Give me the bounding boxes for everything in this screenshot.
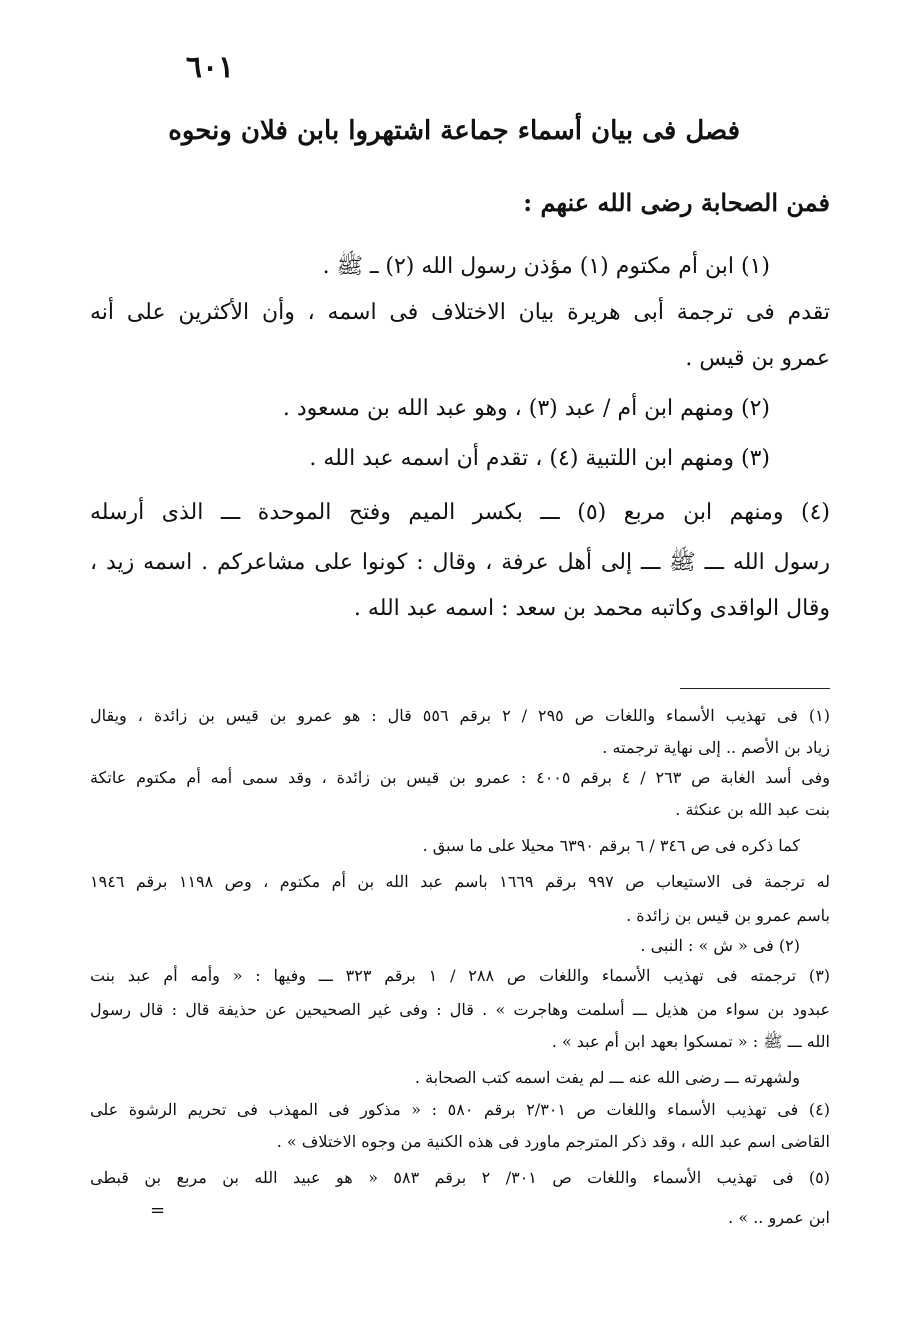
footnote-line: القاضى اسم عبد الله ، وقد ذكر المترجم ماورد فى هذه الكنية من وجوه الاختلاف » . (276, 1132, 830, 1151)
footnote-line: باسم عمرو بن قيس بن زائدة . (626, 906, 830, 925)
footnote-line: (٤) فى تهذيب الأسماء واللغات ص ٢/٣٠١ برقم ٥٨٠ : « مذكور فى المهذب فى تحريم الرشوة على (90, 1100, 831, 1119)
footnote-separator (680, 688, 830, 689)
continuation-mark: = (150, 1200, 166, 1221)
footnote-line: ولشهرته ـــ رضى الله عنه ـــ لم يفت اسمه كتب الصحابة . (414, 1068, 800, 1087)
body-line: وقال الواقدى وكاتبه محمد بن سعد : اسمه عبد الله . (353, 596, 830, 621)
page-number: ٦٠١ (185, 50, 235, 85)
footnote-line: كما ذكره فى ص ٣٤٦ / ٦ برقم ٦٣٩٠ محيلا على ما سبق . (422, 836, 800, 855)
chapter-heading: فصل فى بيان أسماء جماعة اشتهروا بابن فلان ونحوه (168, 116, 740, 146)
body-line: رسول الله ـــ ﷺ ـــ إلى أهل عرفة ، وقال : كونوا على مشاعركم . اسمه زيد ، (90, 550, 830, 575)
footnote-line: بنت عبد الله بن عنكثة . (675, 800, 830, 819)
footnote-line: زياد بن الأصم .. إلى نهاية ترجمته . (602, 738, 830, 757)
footnote-line: عبدود بن سواء من هذيل ـــ أسلمت وهاجرت » . قال : وفى غير الصحيحين عن حذيفة قال : قال رسول (90, 1000, 830, 1019)
footnote-line: (٣) ترجمته فى تهذيب الأسماء واللغات ص ٢٨٨ / ١ برقم ٣٢٣ ـــ وفيها : « وأمه أم عبد بنت (90, 966, 831, 985)
footnote-line: له ترجمة فى الاستيعاب ص ٩٩٧ برقم ١٦٦٩ باسم عبد الله بن أم مكتوم ، وص ١١٩٨ برقم ١٩٤٦ (90, 872, 831, 891)
body-line: (٤) ومنهم ابن مربع (٥) ـــ بكسر الميم وفتح الموحدة ـــ الذى أرسله (90, 500, 830, 525)
body-line: (٢) ومنهم ابن أم / عبد (٣) ، وهو عبد الله بن مسعود . (282, 396, 770, 421)
footnote-line: ابن عمرو .. » . (728, 1208, 830, 1227)
body-line: (٣) ومنهم ابن اللتبية (٤) ، تقدم أن اسمه عبد الله . (309, 446, 770, 471)
body-line: تقدم فى ترجمة أبى هريرة بيان الاختلاف فى اسمه ، وأن الأكثرين على أنه (90, 300, 830, 325)
footnote-line: (٢) فى « ش » : النبى . (640, 936, 800, 955)
section-heading: فمن الصحابة رضى الله عنهم : (523, 188, 830, 217)
footnote-line: (٥) فى تهذيب الأسماء واللغات ص ٣٠١/ ٢ برقم ٥٨٣ « هو عبيد الله بن مربع بن قبطى (90, 1168, 830, 1187)
footnote-line: الله ـــ ﷺ : « تمسكوا بعهد ابن أم عبد » . (551, 1032, 830, 1051)
body-line: عمرو بن قيس . (685, 346, 830, 371)
body-line: (١) ابن أم مكتوم (١) مؤذن رسول الله (٢) ـــ ﷺ . (322, 254, 770, 279)
footnote-line: (١) فى تهذيب الأسماء واللغات ص ٢٩٥ / ٢ برقم ٥٥٦ قال : هو عمرو بن قيس بن زائدة ، ويقال (90, 706, 831, 725)
footnote-line: وفى أسد الغابة ص ٢٦٣ / ٤ برقم ٤٠٠٥ : عمرو بن قيس بن زائدة ، وقد سمى أمه أم مكتوم عاتكة (90, 768, 831, 787)
